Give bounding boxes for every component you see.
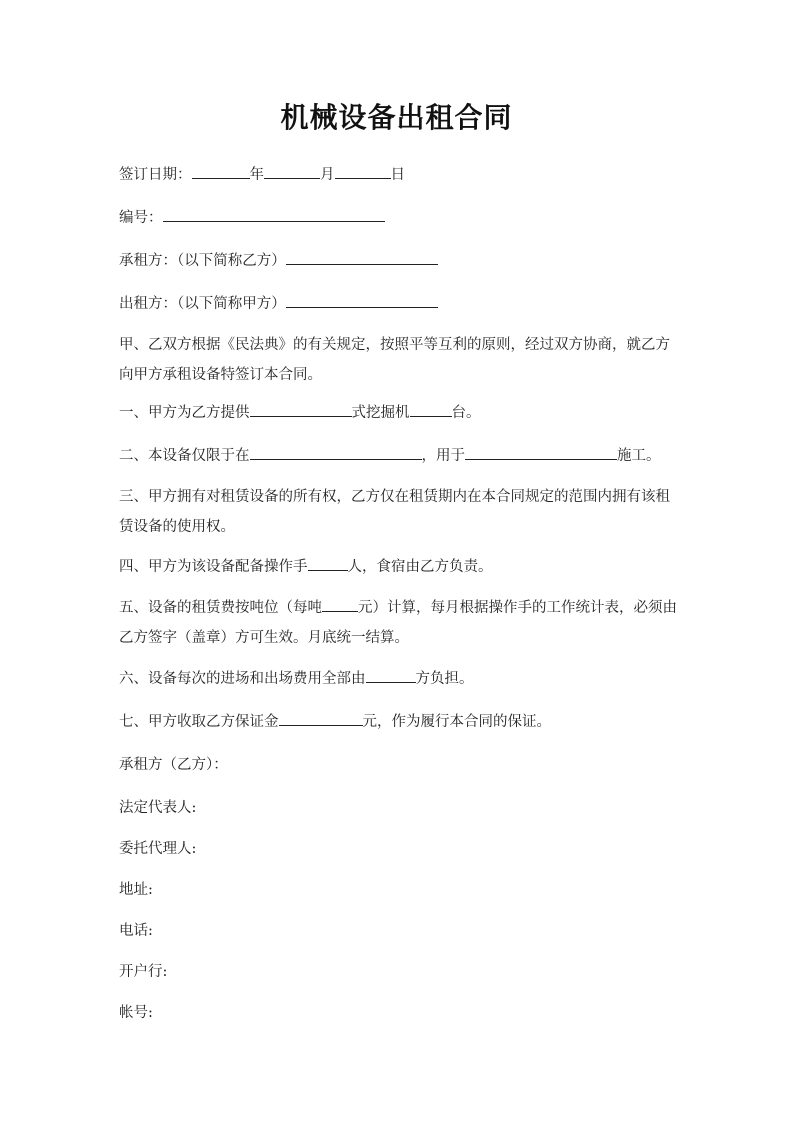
lessor-blank[interactable] [286,292,438,308]
clause-4-operators-blank[interactable] [308,555,348,571]
clause-1 [119,398,679,428]
year-label: 年 [249,167,264,183]
clause-2-purpose-blank[interactable] [465,444,617,460]
clause-1-count-blank[interactable] [410,401,452,417]
day-blank[interactable] [335,163,391,179]
clause-7 [119,707,679,737]
preamble-paragraph: 甲、乙双方根据《民法典》的有关规定，按照平等互利的原则，经过双方协商，就乙方向甲方承租设备特签订本合同。 [119,337,670,383]
signature-phone: 电话: [119,923,153,939]
signature-legal-rep: 法定代表人: [119,800,197,816]
lessor-label: 出租方：（以下简称甲方） [119,296,286,312]
contract-no-label: 编号： [119,210,163,226]
clause-4-text-b: 人，食宿由乙方负责。 [347,559,493,575]
lessee-blank[interactable] [286,249,438,265]
lessee-label: 承租方：（以下简称乙方） [119,253,286,269]
clause-5-text-b: 元）计算，每月根据操作手的工作统计表，必须由乙方签字（盖章）方可生效。月底统一结算。 [119,600,677,646]
clause-1-model-blank[interactable] [250,401,352,417]
year-blank[interactable] [192,163,250,179]
document-title: 机械设备出租合同 [280,101,513,134]
clause-2-text-b: ，用于 [421,448,465,464]
lessor-line [119,289,679,319]
clause-5 [119,593,679,653]
month-blank[interactable] [264,163,320,179]
clause-1-text-b: 式挖掘机 [351,405,410,421]
clause-1-text-c: 台。 [451,405,481,421]
clause-6 [119,664,679,694]
signature-agent: 委托代理人: [119,841,197,857]
clause-4 [119,552,679,582]
clause-6-text-b: 方负担。 [415,671,474,687]
sign-date-line [119,160,679,190]
signature-bank: 开户行: [119,964,168,980]
contract-no-blank[interactable] [163,206,385,222]
signature-address: 地址: [119,882,153,898]
clause-7-deposit-blank[interactable] [279,710,363,726]
clause-6-party-blank[interactable] [366,667,416,683]
month-label: 月 [320,167,335,183]
clause-7-text-b: 元，作为履行本合同的保证。 [362,714,551,730]
lessee-line [119,246,679,276]
clause-2-location-blank[interactable] [250,444,422,460]
clause-2 [119,441,679,471]
clause-2-text-c: 施工。 [617,448,661,464]
signature-party: 承租方（乙方）： [119,757,228,773]
clause-7-text-a: 七、甲方收取乙方保证金 [119,714,279,730]
signature-account: 帐号: [119,1005,153,1021]
clause-6-text-a: 六、设备每次的进场和出场费用全部由 [119,671,366,687]
clause-4-text-a: 四、甲方为该设备配备操作手 [119,559,308,575]
sign-date-label: 签订日期： [119,167,192,183]
clause-1-text-a: 一、甲方为乙方提供 [119,405,250,421]
day-label: 日 [390,167,405,183]
contract-no-line [119,203,679,233]
clause-2-text-a: 二、本设备仅限于在 [119,448,250,464]
clause-5-rate-blank[interactable] [322,596,358,612]
clause-3: 三、甲方拥有对租赁设备的所有权，乙方仅在租赁期内在本合同规定的范围内拥有该租赁设备的使用权。 [119,489,670,535]
clause-5-text-a: 五、设备的租赁费按吨位（每吨 [119,600,322,616]
